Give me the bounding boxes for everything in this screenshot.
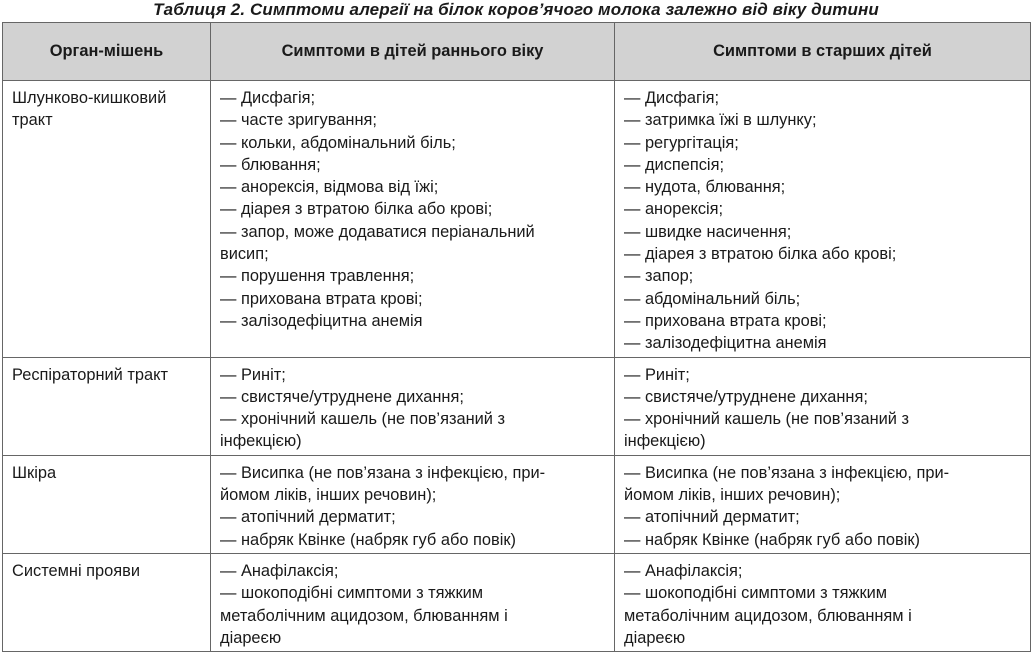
early-age-symptoms-cell xyxy=(211,455,615,553)
table-row-skin xyxy=(3,455,1031,553)
symptom-line: — нудота, блювання; xyxy=(624,178,786,197)
symptom-line: — запор; xyxy=(624,267,694,286)
header-early-age: Симптоми в дітей раннього віку xyxy=(211,23,615,81)
symptom-line: — атопічний дерматит; xyxy=(624,508,800,527)
symptom-line: — запор, може додаватися періанальний xyxy=(220,222,535,241)
header-organ: Орган-мішень xyxy=(3,23,211,81)
symptom-line: — анорексія, відмова від їжі; xyxy=(220,178,439,197)
table-row-systemic xyxy=(3,553,1031,651)
organ-cell: Респіраторний тракт xyxy=(3,357,211,455)
table-row-gastrointestinal xyxy=(3,81,1031,358)
symptom-line: висип; xyxy=(220,245,269,264)
symptom-line: — регургітація; xyxy=(624,133,739,152)
early-age-symptoms-cell xyxy=(211,357,615,455)
symptom-line: — хронічний кашель (не пов’язаний з xyxy=(624,410,910,429)
symptom-line: — кольки, абдомінальний біль; xyxy=(220,133,456,152)
symptom-line: — залізодефіцитна анемія xyxy=(624,334,827,353)
symptom-line: — затримка їжі в шлунку; xyxy=(624,111,817,130)
symptom-line: — диспепсія; xyxy=(624,155,724,174)
organ-cell: Системні прояви xyxy=(3,553,211,651)
symptom-line: — діарея з втратою білка або крові; xyxy=(220,200,493,219)
symptom-line: — діарея з втратою білка або крові; xyxy=(624,245,897,264)
early-age-symptoms-cell xyxy=(211,553,615,651)
symptom-line: йомом ліків, інших речовин); xyxy=(624,486,841,505)
symptom-line: — свистяче/утруднене дихання; xyxy=(220,387,464,406)
symptom-line: — абдомінальний біль; xyxy=(624,289,801,308)
symptom-line: — атопічний дерматит; xyxy=(220,508,396,527)
symptom-line: — блювання; xyxy=(220,155,321,174)
symptom-line: — часте зригування; xyxy=(220,111,377,130)
older-children-symptoms-cell xyxy=(615,455,1031,553)
table-caption: Таблиця 2. Симптоми алергії на білок коров’ячого молока залежно від віку дитини xyxy=(153,0,879,19)
symptom-line: — Висипка (не пов’язана з інфекцією, при- xyxy=(624,463,950,482)
organ-cell: Шкіра xyxy=(3,455,211,553)
header-older-children: Симптоми в старших дітей xyxy=(615,23,1031,81)
symptom-line: — шокоподібні симптоми з тяжким xyxy=(624,584,888,603)
symptom-line: — Дисфагія; xyxy=(624,89,720,107)
symptom-line: метаболічним ацидозом, блюванням і xyxy=(624,606,912,625)
symptom-line: — швидке насичення; xyxy=(624,222,792,241)
early-age-symptoms-cell xyxy=(211,81,615,358)
symptom-line: — набряк Квінке (набряк губ або повік) xyxy=(624,530,920,549)
symptoms-table xyxy=(2,22,1031,652)
symptom-line: — анорексія; xyxy=(624,200,724,219)
symptom-line: — порушення травлення; xyxy=(220,267,415,286)
older-children-symptoms-cell xyxy=(615,357,1031,455)
symptom-line: — Дисфагія; xyxy=(220,89,316,107)
symptom-line: діареєю xyxy=(220,628,282,647)
older-children-symptoms-cell xyxy=(615,553,1031,651)
symptom-line: — Висипка (не пов’язана з інфекцією, при- xyxy=(220,463,546,482)
symptom-line: інфекцією) xyxy=(220,432,302,451)
symptom-line: — Риніт; xyxy=(624,365,690,384)
symptom-line: — прихована втрата крові; xyxy=(220,289,423,308)
symptom-line: — хронічний кашель (не пов’язаний з xyxy=(220,410,506,429)
symptom-line: йомом ліків, інших речовин); xyxy=(220,486,437,505)
symptom-line: інфекцією) xyxy=(624,432,706,451)
symptom-line: — Риніт; xyxy=(220,365,286,384)
organ-cell: Шлунково-кишковий тракт xyxy=(3,81,211,358)
symptom-line: — набряк Квінке (набряк губ або повік) xyxy=(220,530,516,549)
symptom-line: метаболічним ацидозом, блюванням і xyxy=(220,606,508,625)
table-row-respiratory xyxy=(3,357,1031,455)
older-children-symptoms-cell xyxy=(615,81,1031,358)
symptom-line: — шокоподібні симптоми з тяжким xyxy=(220,584,484,603)
symptom-line: — Анафілаксія; xyxy=(624,561,743,580)
symptom-line: діареєю xyxy=(624,628,686,647)
symptom-line: — Анафілаксія; xyxy=(220,561,339,580)
symptom-line: — свистяче/утруднене дихання; xyxy=(624,387,868,406)
symptom-line: — прихована втрата крові; xyxy=(624,311,827,330)
header-row xyxy=(3,23,1031,81)
symptom-line: — залізодефіцитна анемія xyxy=(220,311,423,330)
